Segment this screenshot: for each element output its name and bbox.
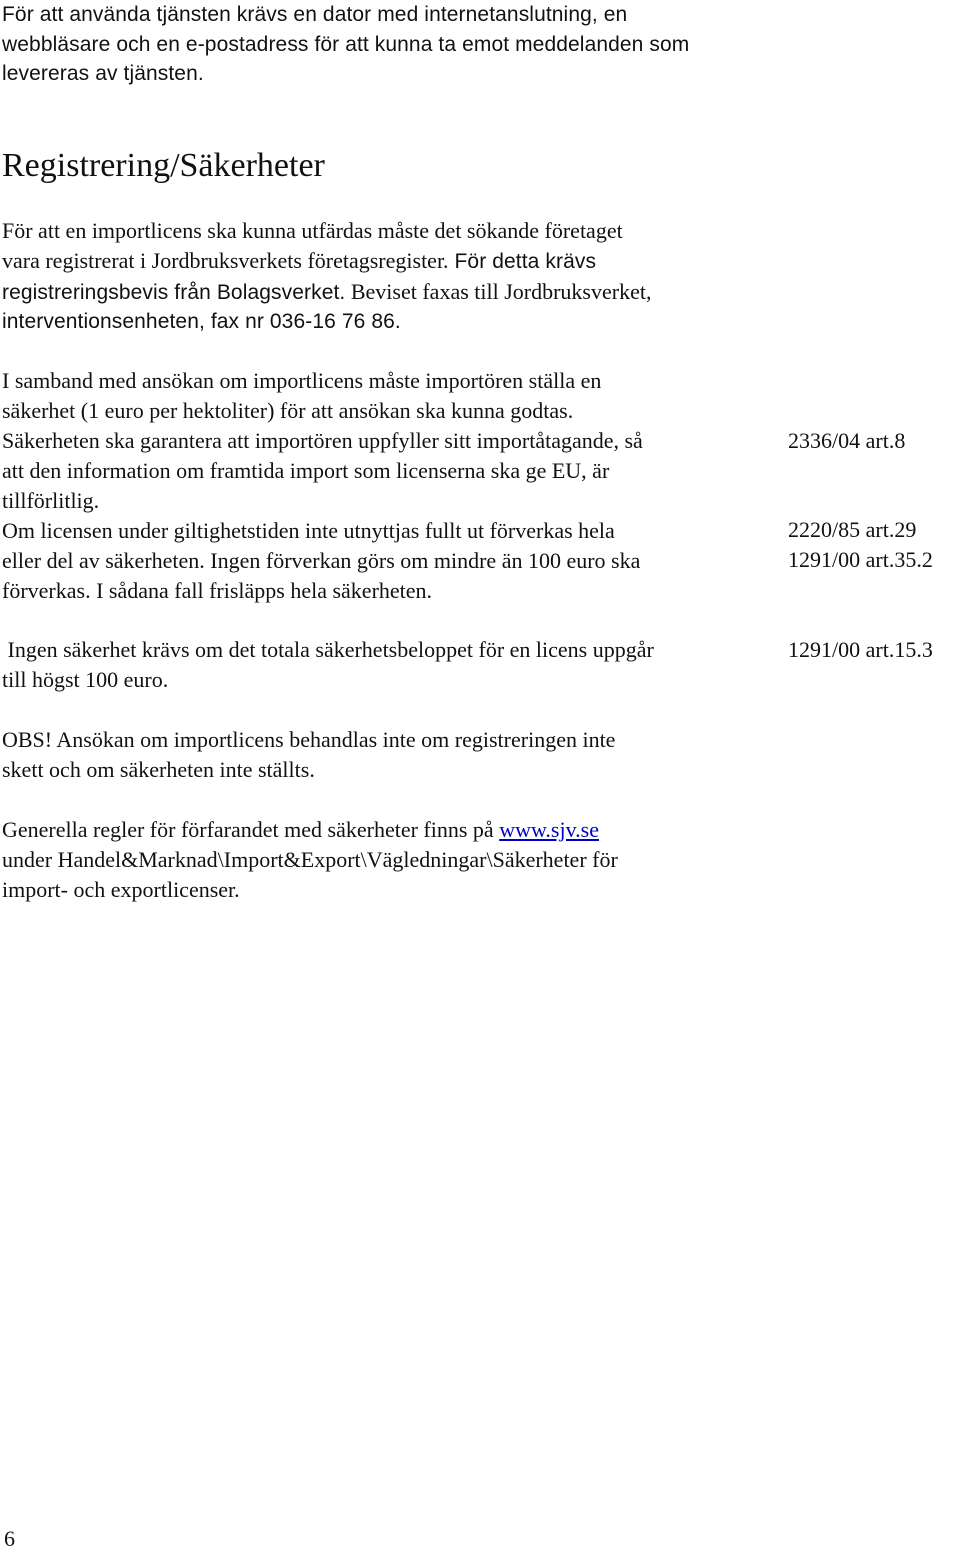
obs-line: OBS! Ansökan om importlicens behandlas inte om registreringen inte [2, 727, 616, 752]
security-paragraph [2, 366, 643, 606]
reference-label: 1291/00 art.15.3 [788, 637, 933, 662]
no-security-paragraph [2, 635, 654, 695]
general-rules-text: Generella regler för förfarandet med säkerheter finns på [2, 817, 500, 842]
page-number: 6 [4, 1526, 15, 1551]
reference-label: 1291/00 art.35.2 [788, 547, 933, 572]
no-security-line: till högst 100 euro. [2, 667, 169, 692]
security-line: att den information om framtida import som licenserna ska ge EU, är [2, 458, 610, 483]
security-line: förverkas. I sådana fall frisläpps hela säkerheten. [2, 578, 433, 603]
section-heading: Registrering/Säkerheter [2, 147, 325, 184]
security-line: I samband med ansökan om importlicens måste importören ställa en [2, 368, 602, 393]
reference-label: 2220/85 art.29 [788, 517, 917, 542]
intro-paragraph [2, 0, 689, 89]
intro-line: levereras av tjänsten. [2, 62, 204, 85]
registration-line-part: vara registrerat i Jordbruksverkets företagsregister. [2, 248, 449, 273]
security-line: Om licensen under giltighetstiden inte utnyttjas fullt ut förverkas hela [2, 518, 615, 543]
registration-line: interventionsenheten, fax nr 036-16 76 86. [2, 310, 401, 333]
security-line: Säkerheten ska garantera att importören uppfyller sitt importåtagande, så [2, 428, 643, 453]
registration-paragraph [2, 216, 651, 337]
obs-paragraph [2, 725, 615, 785]
registration-line: För att en importlicens ska kunna utfärdas måste det sökande företaget [2, 218, 623, 243]
registration-line-part: registreringsbevis från Bolagsverket. [2, 280, 346, 304]
sjv-link[interactable]: www.sjv.se [499, 817, 599, 842]
intro-line: webbläsare och en e-postadress för att kunna ta emot meddelanden som [2, 32, 690, 56]
no-security-line: Ingen säkerhet krävs om det totala säkerhetsbeloppet för en licens uppgår [2, 637, 654, 662]
security-line: säkerhet (1 euro per hektoliter) för att ansökan ska kunna godtas. [2, 398, 574, 423]
general-rules-paragraph [2, 815, 618, 905]
general-rules-line: import- och exportlicenser. [2, 877, 240, 902]
reference-label: 2336/04 art.8 [788, 428, 906, 453]
general-rules-line: under Handel&Marknad\Import&Export\Vägledningar\Säkerheter för [2, 847, 618, 872]
security-line: tillförlitlig. [2, 488, 100, 513]
security-line: eller del av säkerheten. Ingen förverkan görs om mindre än 100 euro ska [2, 548, 641, 573]
obs-line: skett och om säkerheten inte ställts. [2, 757, 315, 782]
registration-line-part: Beviset faxas till Jordbruksverket, [345, 278, 652, 304]
intro-line: För att använda tjänsten krävs en dator med internetanslutning, en [2, 3, 628, 26]
registration-line-part: För detta krävs [448, 250, 597, 273]
